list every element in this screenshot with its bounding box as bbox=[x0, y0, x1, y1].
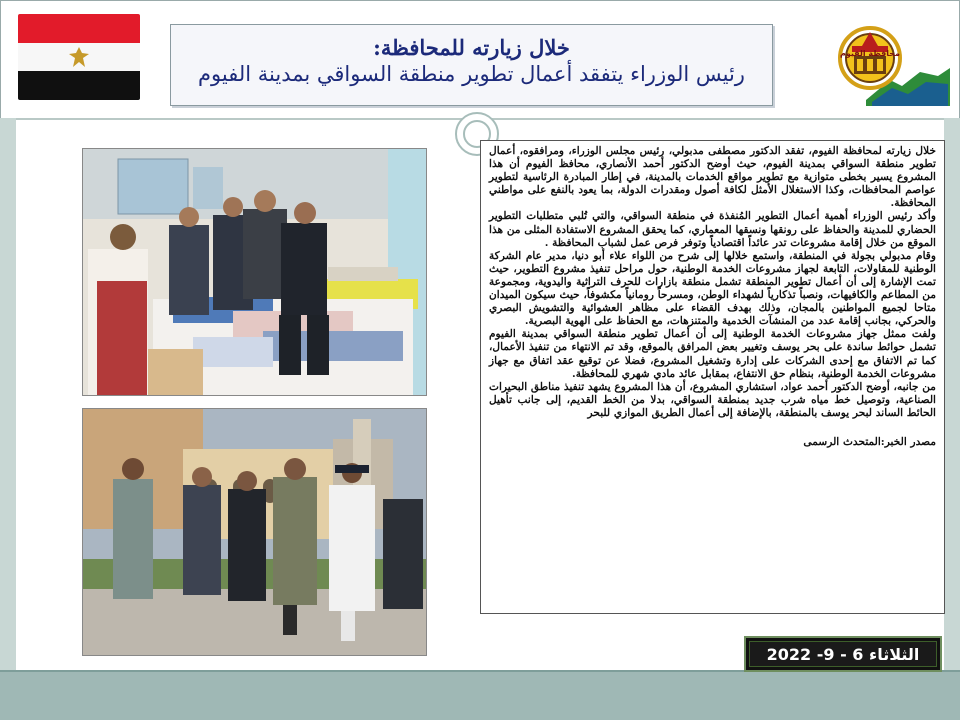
title-line-2: رئيس الوزراء يتفقد أعمال تطوير منطقة السواقي بمدينة الفيوم bbox=[198, 62, 745, 86]
article-text-box bbox=[480, 140, 945, 614]
article-paragraph-2: وأكد رئيس الوزراء أهمية أعمال التطوير المُنفذة في منطقة السواقي، والتي تُلبي متطلبات التطوير الحضاري للمدينة والحفاظ على رونقها ونسقها المعماري، كما يحقق المشروع الاستفادة المثلى من هذا الموقع من خلال إقامة مشروعات تدر عائداً اقتصادياً وتوفر فرص عمل لشباب المحافظة . bbox=[489, 210, 936, 249]
article-paragraph-5: من جانبه، أوضح الدكتور أحمد عواد، استشاري المشروع، أن هذا المشروع يشهد تنفيذ مناطق البحيرات الصناعية، وتوصيل خط مياه شرب جديد بمنطقة السواقي، بدلا من الخط القديم، إلى جانب تأهيل الحائط الساند لبحر يوسف بالمنطقة، بالإضافة إلى أعمال الطريق الموازي للبحر bbox=[489, 380, 936, 419]
fayoum-governorate-logo bbox=[832, 12, 950, 106]
title-line-1: خلال زيارته للمحافظة: bbox=[373, 35, 570, 60]
photo-site-tour bbox=[82, 408, 427, 656]
news-source: مصدر الخبر:المتحدث الرسمى bbox=[803, 435, 936, 448]
logo-text: محافظة الفيوم bbox=[839, 49, 901, 58]
right-side-bar bbox=[944, 118, 960, 678]
photo-pharmacy-visit bbox=[82, 148, 427, 396]
egypt-flag-icon bbox=[18, 14, 140, 100]
article-paragraph-1: خلال زيارته لمحافظة الفيوم، تفقد الدكتور مصطفى مدبولي، رئيس مجلس الوزراء، ومرافقوه، أعمال تطوير منطقة السواقي بمدينة الفيوم، حيث أوضح الدكتور أحمد الأنصاري، محافظ الفيوم أن هذا المشروع يسير بخطى متوازية مع تطوير مواقع الخدمات بالمدينة، في إطار المبادرة الرئاسية لتطوير عواصم المحافظات، وكذا الاستغلال الأمثل لكافة أصول ومقدرات الدولة، بما يعود بالنفع على مواطني المحافظة. bbox=[489, 145, 936, 210]
article-paragraph-3: وقام مدبولي بجولة في المنطقة، واستمع خلالها إلى شرح من اللواء علاء أبو دنيا، مدير عام الشركة الوطنية للمقاولات، التابعة لجهاز مشروعات الخدمة الوطنية، حول مراحل تنفيذ مشروع التطوير، حيث تمت الإشارة إلى أن أعمال تطوير المنطقة تشمل منطقة بازارات للحرف التراثية واليدوية، ومجموعة من المطاعم والكافيهات، ونصباً تذكارياً لشهداء الوطن، ومسرحاً رومانياً مكشوفاً، حيث سيكون الميدان متاحا لجميع المواطنين بالمجان، وذلك بهدف القضاء على مظاهر العشوائية والتشويش البصري والحركي، بجانب إقامة عدد من المنشآت الخدمية والمتنزهات، مع الحفاظ على الهوية البصرية. bbox=[489, 249, 936, 328]
date-text: الثلاثاء 6 - 9- 2022 bbox=[749, 641, 937, 667]
article-paragraph-4: ولفت ممثل جهاز مشروعات الخدمة الوطنية إلى أن أعمال تطوير منطقة السواقي بمدينة الفيوم تشمل حوائط ساندة على بحر يوسف وتغيير بعض المرافق بالموقع، وقد تم الانتهاء من تنفيذ الأعمال، كما تم الاتفاق مع إحدى الشركات على إدارة وتشغيل المشروع، فضلا عن توقيع عقد اتفاق مع جهاز مشروعات الخدمة الوطنية، بنظام حق الانتفاع، بمقابل عائد مادي شهري للمحافظة. bbox=[489, 328, 936, 380]
left-side-bar bbox=[0, 118, 16, 678]
bottom-band bbox=[0, 672, 960, 720]
header-title-box bbox=[170, 24, 773, 106]
date-badge bbox=[744, 636, 942, 672]
